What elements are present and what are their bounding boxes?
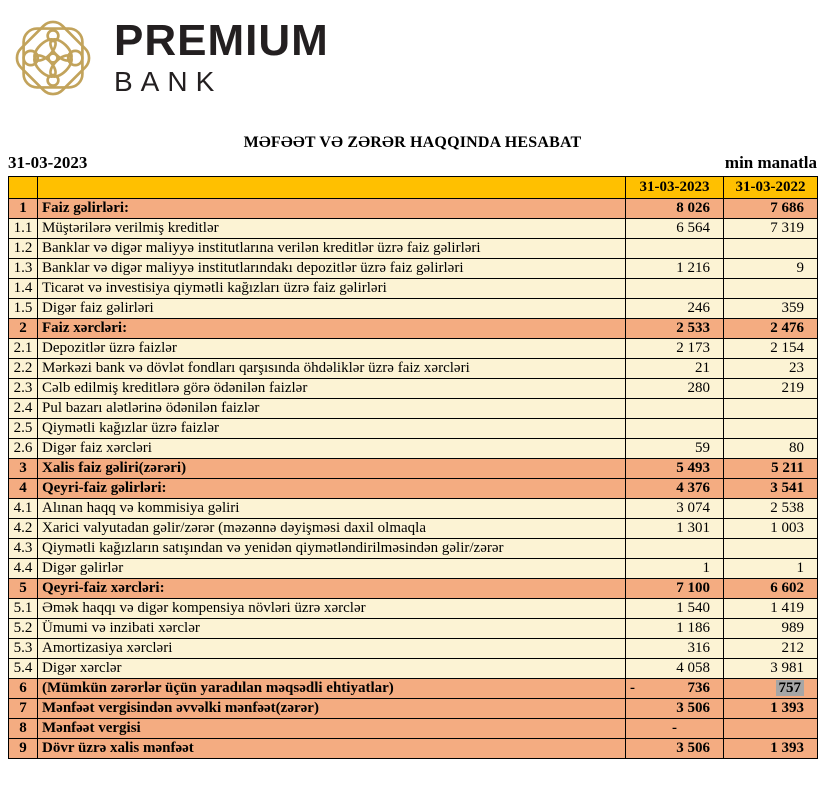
- row-label-cell: Xalis faiz gəliri(zərəri): [38, 459, 626, 479]
- value-2022-cell: 1 003: [724, 519, 818, 539]
- value-2022-cell: 359: [724, 299, 818, 319]
- value-2022-cell: 989: [724, 619, 818, 639]
- row-label-cell: (Mümkün zərərlər üçün yaradılan məqsədli ehtiyatlar): [38, 679, 626, 699]
- row-number-cell: 9: [9, 739, 38, 759]
- value-2022-cell: 212: [724, 639, 818, 659]
- report-meta-row: [0, 153, 825, 173]
- row-number-cell: 4.2: [9, 519, 38, 539]
- row-number-cell: 2.2: [9, 359, 38, 379]
- row-label-cell: Banklar və digər maliyyə institutlarına verilən kreditlər üzrə faiz gəlirləri: [38, 239, 626, 259]
- value-2023-cell: 59: [626, 439, 724, 459]
- row-number-cell: 2.5: [9, 419, 38, 439]
- row-label-cell: Mənfəət vergisindən əvvəlki mənfəət(zərər): [38, 699, 626, 719]
- value-2022-cell: 5 211: [724, 459, 818, 479]
- table-row-4.2: [9, 519, 818, 539]
- value-2023-cell: [626, 419, 724, 439]
- value-2022-cell: 80: [724, 439, 818, 459]
- row-number-cell: 2.6: [9, 439, 38, 459]
- report-date: 31-03-2023: [8, 153, 88, 172]
- value-2022-cell: [724, 239, 818, 259]
- row-number-cell: 1: [9, 199, 38, 219]
- value-2022-cell: 3 981: [724, 659, 818, 679]
- value-2022-cell: [724, 539, 818, 559]
- row-label-cell: Digər xərclər: [38, 659, 626, 679]
- highlighted-value: 757: [776, 680, 805, 696]
- row-label-cell: Dövr üzrə xalis mənfəət: [38, 739, 626, 759]
- profit-loss-table: [8, 176, 818, 759]
- table-row-5: [9, 579, 818, 599]
- row-label-cell: Banklar və digər maliyyə institutlarındakı depozitlər üzrə faiz gəlirləri: [38, 259, 626, 279]
- value-2023-cell: [626, 279, 724, 299]
- row-label-cell: Ümumi və inzibati xərclər: [38, 619, 626, 639]
- row-label-cell: Depozitlər üzrə faizlər: [38, 339, 626, 359]
- row-label-cell: Xarici valyutadan gəlir/zərər (məzənnə dəyişməsi daxil olmaqla: [38, 519, 626, 539]
- table-row-1.4: [9, 279, 818, 299]
- value-2022-cell: 9: [724, 259, 818, 279]
- value-2023-cell: 316: [626, 639, 724, 659]
- value-2023-cell: [626, 239, 724, 259]
- value-2023-cell: 1 540: [626, 599, 724, 619]
- value-2022-cell: 2 538: [724, 499, 818, 519]
- table-row-2.5: [9, 419, 818, 439]
- row-number-cell: 7: [9, 699, 38, 719]
- row-number-cell: 1.1: [9, 219, 38, 239]
- table-row-2.1: [9, 339, 818, 359]
- row-label-cell: Qeyri-faiz xərcləri:: [38, 579, 626, 599]
- table-row-5.4: [9, 659, 818, 679]
- value-2023-cell: 4 058: [626, 659, 724, 679]
- row-number-cell: 4.4: [9, 559, 38, 579]
- table-row-2.4: [9, 399, 818, 419]
- value-2023-cell: 3 506: [626, 699, 724, 719]
- row-label-cell: Amortizasiya xərcləri: [38, 639, 626, 659]
- row-number-cell: 5.1: [9, 599, 38, 619]
- value-2023-cell: - 736: [626, 679, 724, 699]
- row-number-cell: 2.1: [9, 339, 38, 359]
- report-title: MƏFƏƏT VƏ ZƏRƏR HAQQINDA HESABAT: [243, 134, 582, 151]
- header-no-cell: [9, 177, 38, 199]
- row-label-cell: Mənfəət vergisi: [38, 719, 626, 739]
- value-2022-cell: 2 154: [724, 339, 818, 359]
- value-2023-cell: 1 301: [626, 519, 724, 539]
- table-row-7: [9, 699, 818, 719]
- value-2023-cell: 6 564: [626, 219, 724, 239]
- row-label-cell: Faiz gəlirləri:: [38, 199, 626, 219]
- row-number-cell: 1.2: [9, 239, 38, 259]
- row-number-cell: 2: [9, 319, 38, 339]
- negative-dash: -: [630, 680, 635, 696]
- value-2023-cell: [626, 539, 724, 559]
- table-row-5.3: [9, 639, 818, 659]
- table-row-2.2: [9, 359, 818, 379]
- ornamental-knot-icon: [8, 9, 98, 107]
- value-2023-cell: 1 186: [626, 619, 724, 639]
- value-2023-cell: 7 100: [626, 579, 724, 599]
- value-2022-cell: 219: [724, 379, 818, 399]
- value-2022-cell: 23: [724, 359, 818, 379]
- value-2023-cell: -: [626, 719, 724, 739]
- header-2022-cell: 31-03-2022: [724, 177, 818, 199]
- table-row-6: [9, 679, 818, 699]
- row-number-cell: 5.3: [9, 639, 38, 659]
- row-number-cell: 4.1: [9, 499, 38, 519]
- row-label-cell: Ticarət və investisiya qiymətli kağızları üzrə faiz gəlirləri: [38, 279, 626, 299]
- row-number-cell: 1.3: [9, 259, 38, 279]
- report-unit: min manatla: [724, 153, 817, 172]
- table-row-4.1: [9, 499, 818, 519]
- table-row-9: [9, 739, 818, 759]
- table-row-5.2: [9, 619, 818, 639]
- report-table-body: [9, 199, 818, 759]
- value-2023-cell: 246: [626, 299, 724, 319]
- table-row-5.1: [9, 599, 818, 619]
- row-label-cell: Mərkəzi bank və dövlət fondları qarşısında öhdəliklər üzrə faiz xərcləri: [38, 359, 626, 379]
- row-number-cell: 4.3: [9, 539, 38, 559]
- value-2022-cell: [724, 419, 818, 439]
- table-row-1.5: [9, 299, 818, 319]
- value-2023-cell: 1: [626, 559, 724, 579]
- table-row-2.6: [9, 439, 818, 459]
- row-label-cell: Pul bazarı alətlərinə ödənilən faizlər: [38, 399, 626, 419]
- value-2023-cell: 2 173: [626, 339, 724, 359]
- table-row-2: [9, 319, 818, 339]
- value-2023-cell: 5 493: [626, 459, 724, 479]
- table-row-4.3: [9, 539, 818, 559]
- value-2023-cell: 8 026: [626, 199, 724, 219]
- value-2023-cell: 280: [626, 379, 724, 399]
- value-2022-cell: [724, 399, 818, 419]
- value-2023-cell: 4 376: [626, 479, 724, 499]
- value-2023-cell: 1 216: [626, 259, 724, 279]
- row-number-cell: 4: [9, 479, 38, 499]
- row-number-cell: 1.5: [9, 299, 38, 319]
- row-label-cell: Qeyri-faiz gəlirləri:: [38, 479, 626, 499]
- row-number-cell: 2.3: [9, 379, 38, 399]
- value-2022-cell: [724, 279, 818, 299]
- table-row-4: [9, 479, 818, 499]
- value-2023-cell: 2 533: [626, 319, 724, 339]
- brand-subname: BANK: [114, 65, 223, 97]
- row-label-cell: Alınan haqq və kommisiya gəliri: [38, 499, 626, 519]
- value-2022-cell: [724, 679, 818, 699]
- table-header-row: [9, 177, 818, 199]
- value-2022-cell: 1 419: [724, 599, 818, 619]
- value-2022-cell: 6 602: [724, 579, 818, 599]
- row-number-cell: 1.4: [9, 279, 38, 299]
- brand-name: PREMIUM: [114, 15, 329, 65]
- row-number-cell: 3: [9, 459, 38, 479]
- value-2022-cell: 1: [724, 559, 818, 579]
- row-label-cell: Cəlb edilmiş kreditlərə görə ödənilən faizlər: [38, 379, 626, 399]
- row-number-cell: 8: [9, 719, 38, 739]
- table-row-2.3: [9, 379, 818, 399]
- value-2023-cell: 21: [626, 359, 724, 379]
- row-number-cell: 5.2: [9, 619, 38, 639]
- row-number-cell: 5.4: [9, 659, 38, 679]
- value-2023-cell: 3 074: [626, 499, 724, 519]
- row-label-cell: Digər faiz gəlirləri: [38, 299, 626, 319]
- row-number-cell: 5: [9, 579, 38, 599]
- table-row-3: [9, 459, 818, 479]
- row-label-cell: Faiz xərcləri:: [38, 319, 626, 339]
- bank-logo-text: [114, 15, 329, 98]
- value-2023-cell: 3 506: [626, 739, 724, 759]
- value-2022-cell: 1 393: [724, 699, 818, 719]
- value-2023-cell: [626, 399, 724, 419]
- table-row-1: [9, 199, 818, 219]
- value-2022-cell: 7 686: [724, 199, 818, 219]
- row-label-cell: Digər gəlirlər: [38, 559, 626, 579]
- header-2023-cell: 31-03-2023: [626, 177, 724, 199]
- row-label-cell: Əmək haqqı və digər kompensiya növləri üzrə xərclər: [38, 599, 626, 619]
- row-label-cell: Qiymətli kağızların satışından və yenidən qiymətləndirilməsindən gəlir/zərər: [38, 539, 626, 559]
- row-label-cell: Müştərilərə verilmiş kreditlər: [38, 219, 626, 239]
- table-row-1.1: [9, 219, 818, 239]
- value-2022-cell: 3 541: [724, 479, 818, 499]
- table-row-1.3: [9, 259, 818, 279]
- bank-logo: [0, 0, 825, 108]
- table-row-4.4: [9, 559, 818, 579]
- value-2022-cell: 2 476: [724, 319, 818, 339]
- row-label-cell: Digər faiz xərcləri: [38, 439, 626, 459]
- value-2022-cell: 7 319: [724, 219, 818, 239]
- table-row-1.2: [9, 239, 818, 259]
- row-number-cell: 2.4: [9, 399, 38, 419]
- value-2022-cell: 1 393: [724, 739, 818, 759]
- row-number-cell: 6: [9, 679, 38, 699]
- row-label-cell: Qiymətli kağızlar üzrə faizlər: [38, 419, 626, 439]
- table-row-8: [9, 719, 818, 739]
- value-2022-cell: [724, 719, 818, 739]
- header-label-cell: [38, 177, 626, 199]
